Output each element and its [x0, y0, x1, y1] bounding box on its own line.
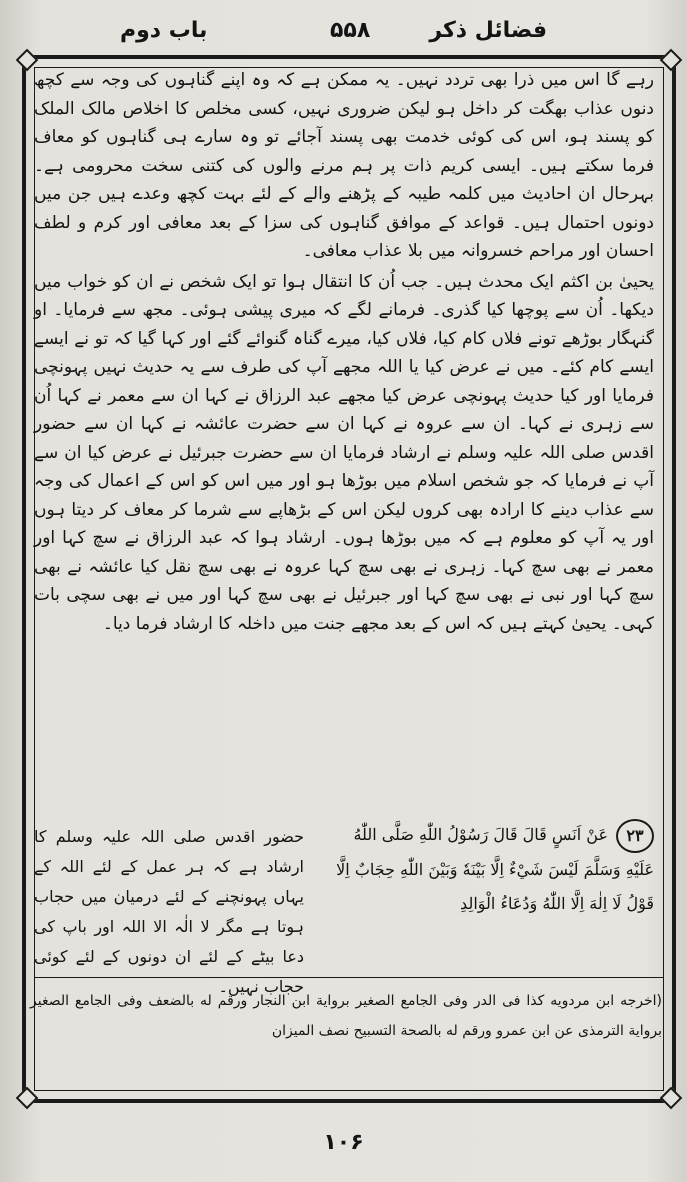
hadith-section	[34, 818, 654, 996]
chapter-title: باب دوم	[120, 18, 208, 43]
hadith-number-badge: ۲۳	[616, 819, 654, 853]
page-number-bottom: ۱۰۶	[323, 1130, 364, 1155]
paragraph-1: رہے گا اس میں ذرا بھی تردد نہیں۔ یہ ممکن ہے کہ وہ اپنے گناہوں کی وجہ سے کچھ دنوں عذاب بھگت کر داخل ہو لیکن ضروری نہیں، کسی مخلص کا اخلاص مالک الملک کو پسند ہو، اس کی کوئی خدمت بھی پسند آجائے تو وہ سارے ہی گناہوں کو معاف فرما سکتے ہیں۔ ایسی کریم ذات پر ہم مرنے والوں کی کتنی سخت محرومی ہے۔ بہرحال ان احادیث میں کلمہ طیبہ کے پڑھنے والے کے لئے بہت کچھ وعدے ہیں جن میں دونوں احتمال ہیں۔ قواعد کے موافق گناہوں کی سزا کے بعد معافی اور کرم و لطف احسان اور مراحم خسروانہ میں بلا عذاب معافی۔	[34, 70, 654, 261]
hadith-reference: (اخرجه ابن مردويه كذا فى الدر وفى الجامع الصغير برواية ابن النجار ورقم له بالضعف وفى الجامع الصغير برواية الترمذى عن ابن عمرو ورقم له بالصحة التسبيح نصف الميزان	[30, 993, 662, 1039]
main-text	[34, 66, 654, 638]
hadith-arabic-text: عَنْ اَنَسٍ قَالَ قَالَ رَسُوْلُ اللّٰهِ صَلَّى اللّٰهُ عَلَيْهِ وَسَلَّمَ لَيْسَ شَيْءٌ اِلَّا بَيْنَهٗ وَبَيْنَ اللّٰهِ حِجَابٌ اِلَّا قَوْلُ لَا اِلٰهَ اِلَّا اللّٰهُ وَدُعَاءُ الْوَالِدِ	[336, 825, 654, 913]
paragraph-2: یحییٰ بن اکثم ایک محدث ہیں۔ جب اُن کا انتقال ہوا تو ایک شخص نے ان کو خواب میں دیکھا۔ اُن سے پوچھا کیا گذری۔ فرمانے لگے کہ میری پیشی ہوئی۔ مجھ سے فرمایا۔ او گنہگار بوڑھے تونے فلاں کام کیا، فلاں کیا، میرے گناہ گنوائے گئے اور کہا گیا کہ تو نے ایسے ایسے کام کئے۔ میں نے عرض کیا یا اللہ مجھے آپ کی طرف سے یہ حدیث نہیں پہونچی فرمایا اور کیا حدیث پہونچی عرض کیا مجھے عبد الرزاق نے کہا ان سے معمر نے کہا اُن سے زہری نے کہا۔ ان سے عروہ نے کہا ان سے حضرت عائشہ نے کہا ان سے حضور اقدس صلی اللہ علیہ وسلم نے ارشاد فرمایا ان سے حضرت جبرئیل نے عرض کیا ان سے آپ نے فرمایا کہ جو شخص اسلام میں بوڑھا ہو اور میں اس کو اس کے اعمال کی وجہ سے عذاب دینے کا ارادہ بھی کروں لیکن اس کے بڑھاپے سے شرما کر معاف کر دیتا ہوں اور یہ آپ کو معلوم ہے کہ میں بوڑھا ہوں۔ ارشاد ہوا کہ عبد الرزاق نے سچ کہا اور معمر نے بھی سچ کہا۔ زہری نے بھی سچ کہا عروہ نے بھی سچ نقل کیا عائشہ نے بھی سچ کہا اور نبی نے بھی سچ کہا اور جبرئیل نے بھی سچ کہا اور میں نے بھی سچی بات کہی۔ یحییٰ کہتے ہیں کہ اس کے بعد مجھے جنت میں داخلہ کا ارشاد فرما دیا۔	[34, 271, 654, 634]
hadith-arabic	[324, 818, 654, 921]
page-header	[30, 10, 657, 54]
book-title: فضائل ذکر	[429, 18, 547, 43]
page-number-top: ۵۵۸	[330, 18, 371, 43]
hadith-translation: حضور اقدس صلی اللہ علیہ وسلم کا ارشاد ہے کہ ہر عمل کے لئے اللہ کے یہاں پہونچنے کے لئے درمیان میں حجاب ہوتا ہے مگر لا الٰہ الا اللہ اور باپ کی دعا بیٹے کے لئے ان دونوں کے لئے کوئی حجاب نہیں۔	[34, 827, 304, 996]
